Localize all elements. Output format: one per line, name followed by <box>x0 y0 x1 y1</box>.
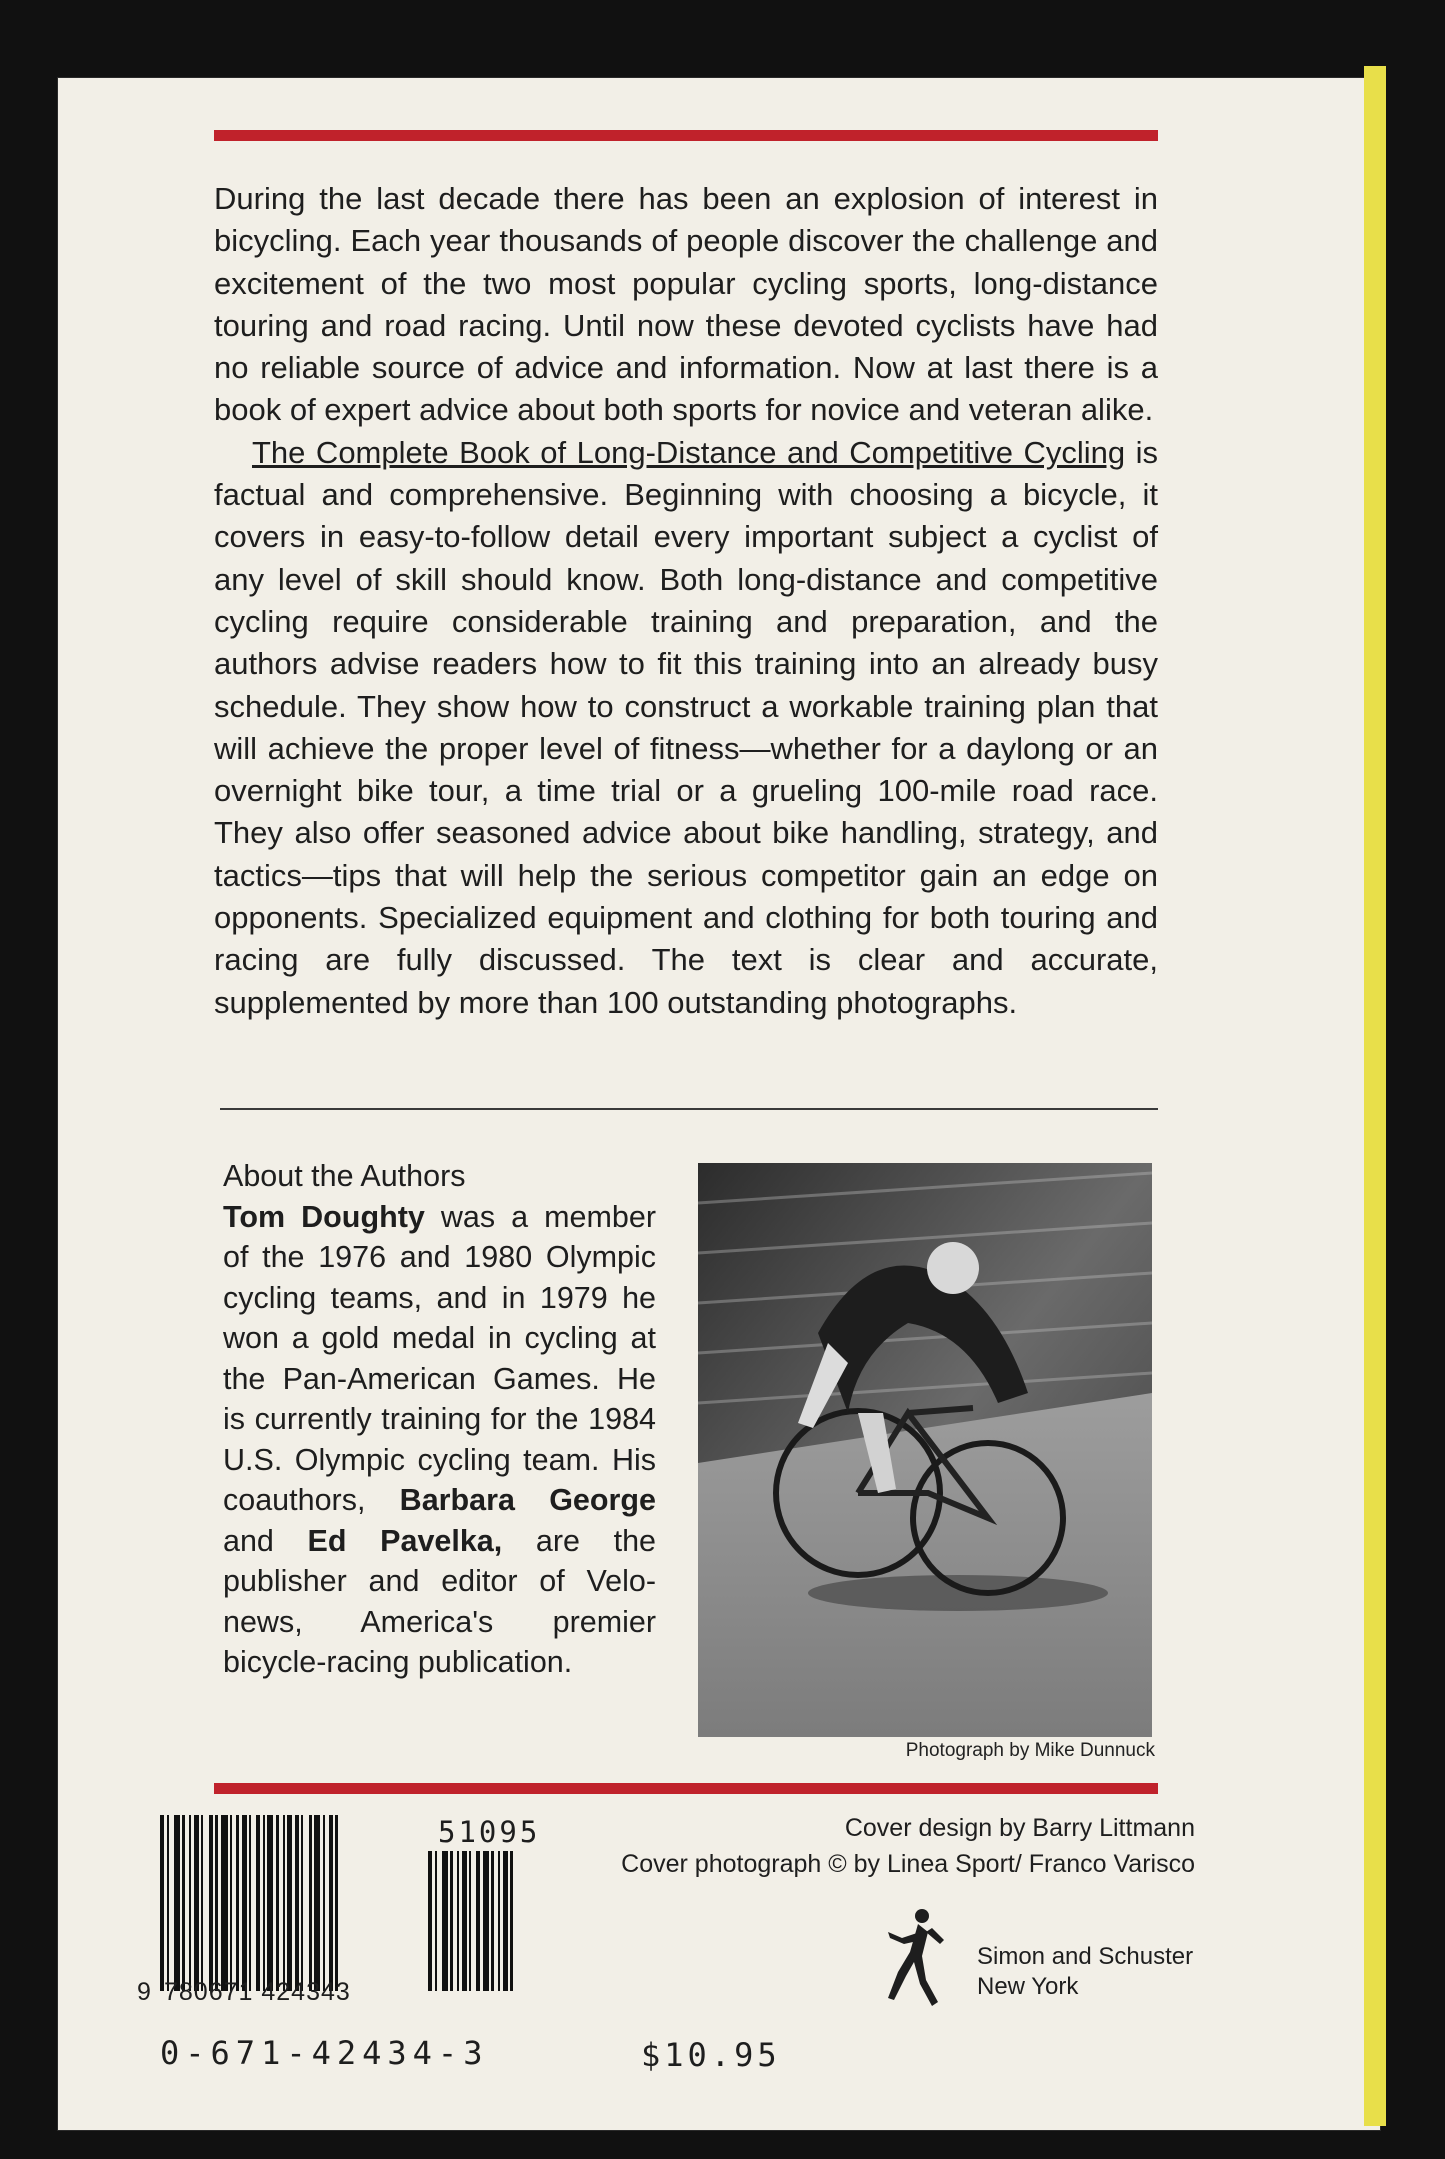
price: $10.95 <box>641 2036 781 2074</box>
spine-edge <box>1364 66 1386 2126</box>
barcode-number: 780671 424343 <box>164 1978 351 2006</box>
section-divider <box>220 1108 1158 1110</box>
publication-name: Velo-news <box>223 1564 656 1639</box>
isbn: 0-671-42434-3 <box>160 2034 489 2072</box>
publisher-city: New York <box>977 1973 1079 2000</box>
cover-design-credit: Cover design by Barry Littmann <box>844 1814 1195 1842</box>
cyclist-image <box>698 1163 1152 1737</box>
sower-logo-icon <box>880 1902 950 2012</box>
barcode-lead-digit: 9 <box>137 1978 151 2006</box>
price-barcode <box>428 1851 548 1991</box>
about-the-authors <box>223 1156 656 1683</box>
author-name-3: Ed Pavelka, <box>307 1523 503 1558</box>
about-text-4: , America's premier bicycle-racing publication. <box>223 1604 656 1679</box>
publisher <box>977 1942 1193 2002</box>
book-title-reference: The Complete Book of Long-Distance and Competitive Cycling <box>252 434 1126 470</box>
author-name-1: Tom Doughty <box>223 1199 425 1234</box>
blurb-paragraph-2 <box>214 432 1158 1024</box>
about-text-2: and <box>223 1523 308 1558</box>
cyclist-photograph <box>698 1163 1152 1737</box>
photo-credit: Photograph by Mike Dunnuck <box>905 1740 1155 1761</box>
cover-credits <box>621 1810 1195 1882</box>
top-red-rule <box>214 130 1158 141</box>
bottom-red-rule <box>214 1783 1158 1794</box>
blurb-paragraph-2-text: is factual and comprehensive. Beginning with choosing a bicycle, it covers in easy-to-follow detail every important subject a cyclist of any level of skill should know. Both long-distance and competitive cycling require considerable training and preparation, and the authors advise readers how to fit this training into an already busy schedule. They show how to construct a workable training plan that will achieve the proper level of fitness—whether for a daylong or an overnight bike tour, a time trial or a grueling 100-mile road race. They also offer seasoned advice about bike handling, strategy, and tactics—tips that will help the serious competitor gain an edge on opponents. Specialized equipment and clothing for both touring and racing are fully discussed. The text is clear and accurate, supplemented by more than 100 outstanding photographs. <box>214 434 1159 1020</box>
price-code: 51095 <box>438 1815 541 1849</box>
blurb-paragraph-1: During the last decade there has been an explosion of interest in bicycling. Each year thousands of people discover the challenge and excitement of the two most popular cycling sports, long-distance touring and road racing. Until now these devoted cyclists have had no reliable source of advice and information. Now at last there is a book of expert advice about both sports for novice and veteran alike. <box>214 181 1158 428</box>
blurb-text <box>214 178 1158 1024</box>
barcode <box>160 1815 410 1991</box>
author-name-2: Barbara George <box>399 1483 656 1517</box>
about-heading: About the Authors <box>223 1159 466 1193</box>
about-text-1: was a member of the 1976 and 1980 Olympic cycling teams, and in 1979 he won a gold medal in cycling at the Pan-American Games. He is currently training for the 1984 U.S. Olympic cycling team. His coauthors, <box>223 1199 656 1517</box>
about-text-3: are the publisher and editor of <box>223 1523 656 1598</box>
cover-photo-credit: Cover photograph © by Linea Sport/ Franco Varisco <box>621 1850 1195 1878</box>
publisher-name: Simon and Schuster <box>977 1943 1194 1970</box>
